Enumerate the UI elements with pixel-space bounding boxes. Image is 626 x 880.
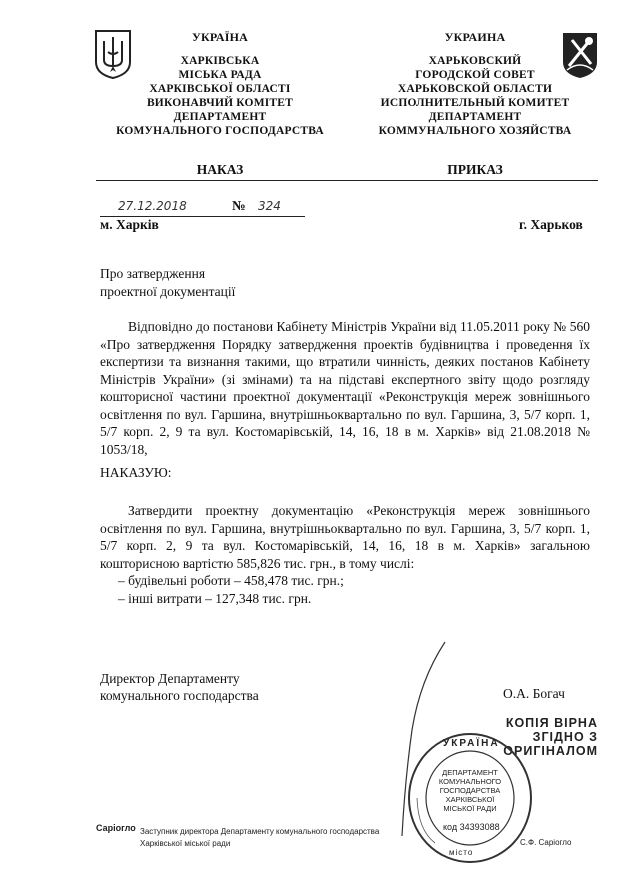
header-ru-country: УКРАИНА <box>444 30 506 44</box>
cost-list <box>118 572 344 608</box>
header-ru-line: ИСПОЛНИТЕЛЬНЫЙ КОМИТЕТ <box>380 97 570 109</box>
city-ru: г. Харьков <box>519 217 583 232</box>
seal-line: ГОСПОДАРСТВА <box>439 786 501 795</box>
header-ua-line: ХАРКІВСЬКОЇ ОБЛАСТІ <box>149 83 291 95</box>
order-title-ru: ПРИКАЗ <box>447 162 503 177</box>
list-item: – інші витрати – 127,348 тис. грн. <box>118 591 312 606</box>
executor-line1: Заступник директора Департаменту комунального господарства <box>140 827 380 836</box>
header-ru-line: КОММУНАЛЬНОГО ХОЗЯЙСТВА <box>378 125 572 137</box>
official-round-seal <box>405 730 535 865</box>
header-ru-line: ГОРОДСКОЙ СОВЕТ <box>415 69 535 81</box>
header-ru-line: ХАРЬКОВСКИЙ <box>428 55 522 67</box>
seal-code: код 34393088 <box>443 822 500 832</box>
header-ua-line: КОМУНАЛЬНОГО ГОСПОДАРСТВА <box>116 125 324 137</box>
footer-signoff: С.Ф. Саріогло <box>520 838 572 847</box>
header-ua-line: МІСЬКА РАДА <box>178 69 262 81</box>
position-line: Директор Департаменту <box>100 671 240 686</box>
executor-line2: Харківської міської ради <box>140 839 231 848</box>
certify-line: ЗГІДНО З <box>532 730 598 744</box>
header-ua-line: ВИКОНАВЧИЙ КОМІТЕТ <box>146 97 294 109</box>
header-ru <box>355 30 595 138</box>
seal-line: ДЕПАРТАМЕНТ <box>442 768 498 777</box>
subject-line: проектної документації <box>100 284 236 299</box>
signatory-name: О.А. Богач <box>503 686 565 701</box>
signature-position <box>100 670 259 704</box>
city-ua: м. Харків <box>100 217 159 232</box>
order-word: НАКАЗУЮ: <box>100 465 172 480</box>
number-label: № <box>232 198 246 213</box>
certify-line: ОРИГІНАЛОМ <box>503 744 598 758</box>
certify-line: КОПІЯ ВІРНА <box>505 716 598 730</box>
seal-top-text: УКРАЇНА <box>443 738 500 749</box>
order-title-ua: НАКАЗ <box>196 162 244 177</box>
header-ua <box>100 30 340 138</box>
header-ua-line: ХАРКІВСЬКА <box>180 55 260 67</box>
subject-line: Про затвердження <box>100 266 206 281</box>
header-divider <box>96 180 598 181</box>
seal-bottom-text: місто <box>449 848 474 857</box>
position-line: комунального господарства <box>100 688 259 703</box>
executor-surname: Саріогло <box>96 823 136 833</box>
seal-line: ХАРКІВСЬКОЇ <box>445 795 495 804</box>
subject <box>100 265 235 301</box>
order-paragraph: Затвердити проектну документацію «Реконструкція мереж зовнішнього освітлення по вул. Гаршина, внутрішньоквартально по вул. Гаршина, 3, 5/7 корп. 1, 5/7 корп. 2, 9 та вул. Костомарівській, 14, 16, 18 в м. Харків» загальною кошторисною вартістю 585,826 тис. грн., в тому числі: <box>100 503 590 571</box>
seal-center-text <box>431 768 509 813</box>
list-item: – будівельні роботи – 458,478 тис. грн.; <box>118 573 344 588</box>
header-ua-country: УКРАЇНА <box>191 30 249 44</box>
header-ru-line: ХАРЬКОВСКОЙ ОБЛАСТИ <box>397 83 553 95</box>
header-ru-line: ДЕПАРТАМЕНТ <box>428 111 522 123</box>
preamble-paragraph: Відповідно до постанови Кабінету Міністрів України від 11.05.2011 року № 560 «Про затвердження Порядку затвердження проектів будівництва і проведення їх експертизи та визнання такими, що втратили чинність, деяких постанов Кабінету Міністрів України» (зі змінами) та на підставі експертного звіту щодо розгляду кошторисної частини проектної документації «Реконструкція мереж зовнішнього освітлення по вул. Гаршина, внутрішньоквартально по вул. Гаршина, 3, 5/7 корп. 1, 5/7 корп. 2, 9 та вул. Костомарівській, 14, 16, 18 в м. Харків» від 21.08.2018 № 1053/18, <box>100 319 590 457</box>
seal-line: КОМУНАЛЬНОГО <box>438 777 502 786</box>
doc-date: 27.12.2018 <box>118 199 187 213</box>
seal-line: МІСЬКОЇ РАДИ <box>443 804 497 813</box>
doc-number: 324 <box>258 199 281 213</box>
date-number-line <box>100 198 305 217</box>
header-ua-line: ДЕПАРТАМЕНТ <box>173 111 267 123</box>
